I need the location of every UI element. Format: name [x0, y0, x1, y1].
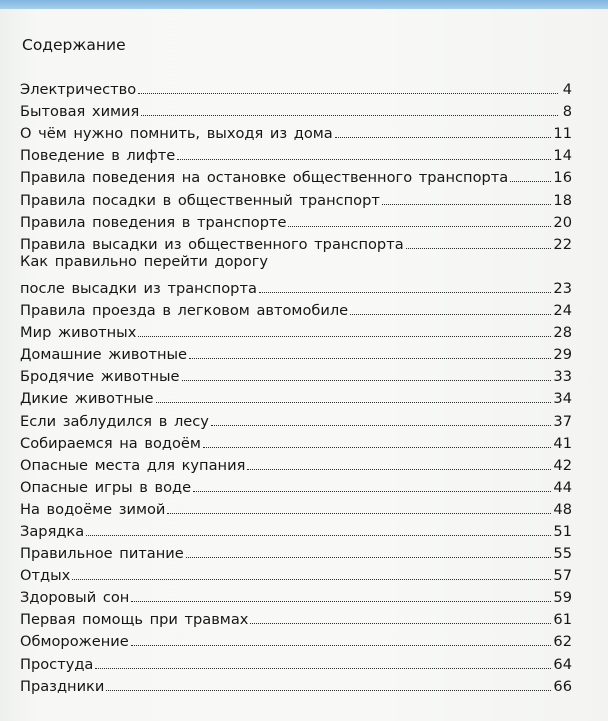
toc-entry-page: 24	[553, 302, 572, 320]
toc-dot-leader	[95, 668, 551, 669]
toc-entry-leaving-home[interactable]	[20, 120, 572, 142]
toc-entry-title: Простуда	[20, 655, 94, 673]
toc-entry-car-travel[interactable]	[20, 297, 572, 319]
toc-entry-page: 28	[553, 324, 572, 342]
toc-entry-behavior-in-transport[interactable]	[20, 209, 572, 231]
toc-entry-page: 64	[553, 655, 572, 673]
toc-dot-leader	[186, 557, 552, 558]
toc-entry-first-aid[interactable]	[20, 606, 572, 628]
toc-entry-rest[interactable]	[20, 562, 572, 584]
toc-entry-title: Здоровый сон	[20, 589, 130, 607]
toc-dot-leader	[250, 623, 551, 624]
toc-entry-healthy-eating[interactable]	[20, 540, 572, 562]
toc-entry-page: 42	[553, 456, 572, 474]
toc-entry-page: 34	[553, 390, 572, 408]
toc-entry-elevator[interactable]	[20, 142, 572, 164]
toc-entry-page: 29	[553, 346, 572, 364]
toc-entry-title: Правила проезда в легковом автомобиле	[20, 302, 349, 320]
toc-entry-title: Если заблудился в лесу	[20, 412, 209, 430]
toc-entry-title: Бродячие животные	[20, 368, 180, 386]
toc-entry-pets[interactable]	[20, 341, 572, 363]
toc-entry-household-chemicals[interactable]	[20, 98, 572, 120]
toc-dot-leader	[106, 690, 551, 691]
toc-entry-title: Праздники	[20, 677, 105, 695]
toc-dot-leader	[193, 491, 551, 492]
toc-entry-title: Правила высадки из общественного транспорта	[20, 235, 404, 253]
toc-dot-leader	[335, 137, 552, 138]
toc-entry-crossing-road-line2[interactable]	[20, 275, 572, 297]
toc-entry-title: после высадки из транспорта	[20, 279, 257, 297]
toc-dot-leader	[167, 513, 551, 514]
toc-entry-animal-world[interactable]	[20, 319, 572, 341]
toc-entry-exercise[interactable]	[20, 518, 572, 540]
page-title: Содержание	[22, 36, 126, 54]
toc-entry-boarding[interactable]	[20, 186, 572, 208]
toc-dot-leader	[189, 358, 551, 359]
toc-entry-title: Обморожение	[20, 633, 129, 651]
toc-entry-title: Собираемся на водоём	[20, 434, 201, 452]
toc-entry-title: Домашние животные	[20, 346, 187, 364]
toc-entry-page: 48	[553, 500, 572, 518]
toc-entry-title: На водоёме зимой	[20, 500, 166, 518]
toc-entry-page: 55	[553, 545, 572, 563]
toc-entry-page: 23	[553, 279, 572, 297]
toc-entry-wild-animals[interactable]	[20, 385, 572, 407]
toc-entry-title: Как правильно перейти дорогу	[20, 252, 269, 270]
toc-dot-leader	[138, 336, 551, 337]
toc-dot-leader	[156, 402, 552, 403]
toc-entry-page: 41	[553, 434, 572, 452]
toc-dot-leader	[203, 447, 552, 448]
toc-entry-title: Правила поведения в транспорте	[20, 213, 287, 231]
toc-entry-title: Мир животных	[20, 324, 137, 342]
toc-entry-title: Правильное питание	[20, 545, 184, 563]
toc-entry-title: Электричество	[20, 81, 137, 99]
toc-entry-title: Первая помощь при травмах	[20, 611, 249, 629]
toc-dot-leader	[141, 115, 558, 116]
toc-entry-crossing-road-line1[interactable]	[20, 253, 572, 275]
toc-dot-leader	[177, 159, 551, 160]
toc-entry-transport-stop[interactable]	[20, 164, 572, 186]
toc-entry-holidays[interactable]	[20, 673, 572, 695]
toc-dot-leader	[259, 292, 552, 293]
toc-dot-leader	[510, 181, 551, 182]
toc-entry-title: Правила поведения на остановке общественного транспорта	[20, 169, 509, 187]
toc-dot-leader	[131, 645, 552, 646]
toc-entry-page: 14	[553, 147, 572, 165]
toc-entry-page: 16	[553, 169, 572, 187]
toc-dot-leader	[72, 579, 551, 580]
toc-dot-leader	[247, 469, 551, 470]
toc-dot-leader	[288, 226, 551, 227]
toc-entry-page: 33	[553, 368, 572, 386]
toc-entry-title: О чём нужно помнить, выходя из дома	[20, 125, 333, 143]
toc-entry-title: Отдых	[20, 567, 71, 585]
top-color-band	[0, 0, 608, 9]
toc-entry-dangerous-swimming-places[interactable]	[20, 452, 572, 474]
page	[0, 9, 608, 721]
toc-entry-lost-in-forest[interactable]	[20, 407, 572, 429]
toc-entry-page: 62	[553, 633, 572, 651]
toc-entry-page: 20	[553, 213, 572, 231]
toc-entry-title: Поведение в лифте	[20, 147, 176, 165]
toc-dot-leader	[350, 314, 551, 315]
toc-entry-page: 11	[553, 125, 572, 143]
toc-entry-page: 51	[553, 522, 572, 540]
toc-entry-title: Опасные места для купания	[20, 456, 246, 474]
toc-entry-page: 59	[553, 589, 572, 607]
toc-entry-frostbite[interactable]	[20, 628, 572, 650]
toc-entry-dangerous-water-games[interactable]	[20, 474, 572, 496]
toc-entry-page: 66	[553, 677, 572, 695]
toc-dot-leader	[138, 93, 558, 94]
toc-dot-leader	[131, 601, 551, 602]
toc-entry-title: Дикие животные	[20, 390, 154, 408]
toc-entry-electricity[interactable]	[20, 76, 572, 98]
toc-entry-title: Правила посадки в общественный транспорт	[20, 191, 380, 209]
toc-entry-page: 22	[553, 235, 572, 253]
toc-entry-going-to-water[interactable]	[20, 430, 572, 452]
toc-entry-page: 44	[553, 478, 572, 496]
toc-dot-leader	[211, 425, 552, 426]
toc-entry-page: 57	[553, 567, 572, 585]
toc-entry-page: 18	[553, 191, 572, 209]
toc-entry-stray-animals[interactable]	[20, 363, 572, 385]
toc-entry-title: Опасные игры в воде	[20, 478, 192, 496]
toc-entry-page: 8	[562, 103, 572, 121]
toc-entry-exiting-transport[interactable]	[20, 231, 572, 253]
toc-dot-leader	[406, 248, 552, 249]
toc-dot-leader	[182, 380, 552, 381]
toc-entry-page: 37	[553, 412, 572, 430]
toc-entry-page: 61	[553, 611, 572, 629]
toc-entry-healthy-sleep[interactable]	[20, 584, 572, 606]
toc-entry-page: 4	[562, 81, 572, 99]
toc-entry-water-in-winter[interactable]	[20, 496, 572, 518]
toc-entry-cold[interactable]	[20, 650, 572, 672]
toc-entry-title: Зарядка	[20, 522, 85, 540]
table-of-contents	[20, 76, 572, 695]
toc-entry-title: Бытовая химия	[20, 103, 140, 121]
toc-dot-leader	[382, 204, 552, 205]
toc-dot-leader	[86, 535, 551, 536]
